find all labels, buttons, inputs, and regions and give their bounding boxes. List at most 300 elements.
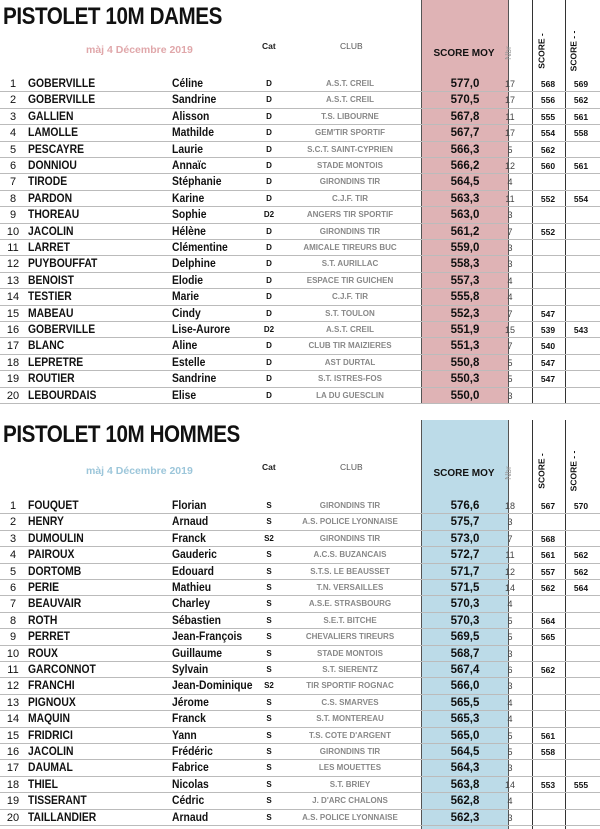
hommes-header-nbr: Nbr (502, 466, 513, 480)
last-name-cell: THIEL (28, 778, 58, 791)
average-score-cell: 565,3 (450, 713, 480, 726)
table-row (0, 793, 600, 809)
match-count-cell: 7 (507, 226, 513, 237)
table-row (0, 76, 600, 92)
average-score-cell: 566,2 (450, 160, 480, 172)
category-cell: S (266, 665, 272, 674)
club-cell: AMICALE TIREURS BUC (303, 243, 397, 252)
score-1-cell: 554 (540, 128, 556, 139)
rank-cell: 8 (9, 614, 17, 627)
table-row (0, 109, 600, 125)
hommes-header-score: SCORE MOY (433, 468, 495, 479)
average-score-cell: 558,3 (450, 258, 480, 271)
last-name-cell: PERIE (28, 582, 60, 594)
club-cell: C.S. SMARVES (321, 697, 379, 707)
average-score-cell: 572,7 (450, 549, 480, 562)
last-name-cell: GOBERVILLE (28, 324, 96, 336)
rank-cell: 8 (9, 192, 17, 205)
rank-cell: 1 (9, 78, 17, 90)
last-name-cell: DORTOMB (28, 565, 82, 578)
rank-cell: 6 (9, 160, 17, 172)
average-score-cell: 570,5 (450, 94, 480, 107)
score-2-cell: 562 (573, 550, 589, 561)
table-row (0, 613, 600, 629)
last-name-cell: BEAUVAIR (28, 598, 82, 611)
average-score-cell: 576,6 (450, 500, 480, 512)
first-name-cell: Mathilde (172, 127, 214, 140)
category-cell: S (266, 632, 272, 642)
match-count-cell: 3 (507, 681, 513, 692)
match-count-cell: 18 (504, 501, 515, 511)
category-cell: S (266, 566, 272, 576)
club-cell: GEM'TIR SPORTIF (315, 128, 385, 138)
first-name-cell: Aline (172, 340, 198, 353)
first-name-cell: Laurie (172, 143, 204, 156)
table-row (0, 191, 600, 207)
last-name-cell: PUYBOUFFAT (28, 258, 98, 271)
dames-header-score-1: SCORE - (536, 33, 547, 69)
rank-cell: 14 (6, 291, 20, 304)
club-cell: A.S.T. CREIL (325, 95, 374, 105)
rank-cell: 13 (6, 696, 20, 709)
table-row (0, 388, 600, 404)
first-name-cell: Marie (172, 291, 200, 304)
table-row (0, 92, 600, 108)
club-cell: S.T. SIERENTZ (322, 665, 378, 674)
average-score-cell: 567,4 (450, 664, 480, 676)
table-row (0, 711, 600, 727)
category-cell: D (266, 292, 272, 302)
match-count-cell: 14 (504, 583, 515, 593)
table-row (0, 777, 600, 793)
club-cell: CHEVALIERS TIREURS (305, 632, 395, 642)
rank-cell: 19 (6, 795, 20, 808)
table-row (0, 810, 600, 826)
first-name-cell: Edouard (172, 565, 214, 578)
last-name-cell: JACOLIN (28, 225, 74, 238)
score-1-cell: 561 (540, 550, 556, 561)
table-row (0, 629, 600, 645)
first-name-cell: Guillaume (172, 647, 223, 660)
club-cell: T.N. VERSAILLES (316, 583, 384, 592)
score-1-cell: 547 (540, 308, 556, 319)
average-score-cell: 564,5 (450, 746, 480, 758)
score-1-cell: 539 (540, 325, 556, 335)
score-2-cell: 555 (573, 779, 589, 790)
match-count-cell: 5 (507, 615, 513, 626)
rank-cell: 4 (9, 549, 17, 562)
table-row (0, 744, 600, 760)
last-name-cell: BLANC (28, 340, 65, 353)
last-name-cell: TISSERANT (28, 795, 87, 808)
match-count-cell: 4 (507, 697, 513, 708)
average-score-cell: 575,7 (450, 516, 480, 529)
category-cell: S (266, 648, 272, 658)
last-name-cell: HENRY (28, 516, 64, 529)
first-name-cell: Sandrine (172, 94, 217, 107)
first-name-cell: Jean-Dominique (172, 680, 253, 693)
table-row (0, 564, 600, 580)
match-count-cell: 4 (507, 714, 513, 725)
match-count-cell: 11 (505, 193, 515, 204)
category-cell: D (266, 144, 272, 154)
category-cell: D (266, 161, 272, 170)
rank-cell: 18 (6, 356, 20, 369)
club-cell: A.C.S. BUZANCAIS (313, 550, 387, 560)
score-1-cell: 555 (540, 111, 556, 122)
rank-cell: 3 (9, 532, 17, 545)
dames-date: màj 4 Décembre 2019 (86, 44, 193, 56)
average-score-cell: 550,8 (450, 356, 480, 369)
first-name-cell: Sylvain (172, 664, 209, 676)
table-row (0, 207, 600, 223)
category-cell: D (266, 341, 272, 351)
match-count-cell: 3 (507, 812, 513, 823)
match-count-cell: 4 (507, 796, 513, 807)
first-name-cell: Sophie (172, 209, 207, 222)
first-name-cell: Clémentine (172, 242, 228, 254)
table-row (0, 174, 600, 190)
last-name-cell: ROUTIER (28, 373, 75, 386)
category-cell: S (266, 730, 272, 740)
category-cell: S (266, 599, 272, 609)
hommes-header-score-2: SCORE - - (568, 450, 579, 492)
first-name-cell: Karine (172, 192, 205, 205)
dames-section (0, 0, 600, 408)
score-1-cell: 568 (540, 79, 556, 89)
average-score-cell: 557,3 (450, 274, 480, 287)
average-score-cell: 552,3 (450, 307, 480, 320)
table-row (0, 580, 600, 596)
score-1-cell: 540 (540, 341, 556, 352)
table-row (0, 695, 600, 711)
average-score-cell: 566,0 (450, 680, 480, 693)
average-score-cell: 555,8 (450, 291, 480, 304)
last-name-cell: GALLIEN (28, 110, 74, 123)
average-score-cell: 570,3 (450, 598, 480, 611)
score-1-cell: 547 (540, 374, 556, 385)
category-cell: D (266, 226, 272, 236)
score-1-cell: 567 (540, 501, 556, 511)
score-1-cell: 561 (540, 730, 556, 741)
score-1-cell: 560 (540, 161, 556, 171)
category-cell: D2 (263, 210, 275, 220)
average-score-cell: 570,3 (450, 614, 480, 627)
category-cell: S (266, 517, 272, 527)
last-name-cell: JACOLIN (28, 746, 74, 758)
club-cell: C.J.F. TIR (331, 193, 368, 203)
hommes-date: màj 4 Décembre 2019 (86, 465, 193, 477)
last-name-cell: DUMOULIN (28, 532, 84, 545)
table-row (0, 355, 600, 371)
category-cell: D (266, 128, 272, 138)
category-cell: D (266, 275, 272, 285)
table-row (0, 322, 600, 338)
category-cell: S (266, 697, 272, 707)
club-cell: GIRONDINS TIR (319, 533, 381, 543)
category-cell: D (266, 259, 272, 269)
average-score-cell: 550,3 (450, 373, 480, 386)
hommes-header-score-1: SCORE - (536, 453, 547, 489)
match-count-cell: 5 (507, 632, 513, 643)
match-count-cell: 6 (507, 665, 513, 675)
average-score-cell: 563,3 (450, 192, 480, 205)
category-cell: D (266, 243, 272, 252)
first-name-cell: Franck (172, 713, 206, 726)
table-row (0, 338, 600, 354)
last-name-cell: LAMOLLE (28, 127, 79, 140)
first-name-cell: Nicolas (172, 778, 209, 791)
first-name-cell: Arnaud (172, 811, 209, 824)
first-name-cell: Charley (172, 598, 210, 611)
match-count-cell: 7 (507, 308, 513, 319)
table-row (0, 531, 600, 547)
first-name-cell: Frédéric (172, 746, 213, 758)
club-cell: A.S.T. CREIL (325, 325, 374, 334)
last-name-cell: FRANCHI (28, 680, 75, 693)
score-1-cell: 557 (540, 566, 556, 577)
club-cell: LES MOUETTES (318, 763, 382, 773)
rank-cell: 11 (7, 242, 19, 254)
rank-cell: 10 (6, 647, 20, 660)
average-score-cell: 568,7 (450, 647, 480, 660)
category-cell: D (266, 79, 272, 88)
average-score-cell: 551,9 (450, 324, 480, 336)
last-name-cell: MAQUIN (28, 713, 70, 726)
match-count-cell: 5 (507, 747, 513, 757)
average-score-cell: 571,5 (450, 582, 480, 594)
club-cell: ANGERS TIR SPORTIF (306, 210, 394, 220)
first-name-cell: Gauderic (172, 549, 217, 562)
first-name-cell: Cindy (172, 307, 201, 320)
rank-cell: 2 (9, 516, 17, 529)
rank-cell: 12 (6, 680, 20, 693)
club-cell: S.T. MONTEREAU (316, 714, 384, 724)
rank-cell: 20 (6, 389, 20, 402)
match-count-cell: 5 (507, 374, 513, 385)
rank-cell: 4 (9, 127, 17, 140)
club-cell: GIRONDINS TIR (319, 747, 381, 756)
table-row (0, 256, 600, 272)
club-cell: ESPACE TIR GUICHEN (306, 275, 394, 285)
club-cell: J. D'ARC CHALONS (312, 796, 388, 806)
score-2-cell: 562 (573, 566, 589, 577)
average-score-cell: 565,0 (450, 729, 480, 742)
first-name-cell: Jérome (172, 696, 209, 709)
match-count-cell: 12 (504, 566, 515, 577)
average-score-cell: 566,3 (450, 143, 480, 156)
club-cell: S.E.T. BITCHE (323, 615, 377, 625)
category-cell: S (266, 714, 272, 724)
score-2-cell: 558 (573, 128, 589, 139)
average-score-cell: 571,7 (450, 565, 480, 578)
match-count-cell: 3 (507, 243, 513, 253)
last-name-cell: TIRODE (28, 176, 68, 189)
club-cell: GIRONDINS TIR (319, 177, 381, 187)
rank-cell: 14 (6, 713, 20, 726)
first-name-cell: Fabrice (172, 762, 209, 775)
match-count-cell: 3 (507, 763, 513, 774)
match-count-cell: 4 (507, 275, 513, 286)
club-cell: A.S.E. STRASBOURG (308, 599, 392, 609)
score-2-cell: 569 (573, 79, 589, 89)
first-name-cell: Delphine (172, 258, 216, 271)
club-cell: GIRONDINS TIR (319, 501, 381, 510)
score-1-cell: 558 (540, 747, 556, 757)
match-count-cell: 7 (507, 533, 513, 544)
club-cell: A.S.T. CREIL (325, 79, 374, 88)
hommes-header-cat: Cat (262, 462, 276, 472)
dames-header-nbr: Nbr (502, 46, 513, 60)
table-row (0, 514, 600, 530)
match-count-cell: 3 (507, 210, 513, 221)
match-count-cell: 4 (507, 292, 513, 303)
score-1-cell: 552 (540, 226, 556, 237)
last-name-cell: LARRET (28, 242, 70, 254)
last-name-cell: FOUQUET (28, 500, 79, 512)
score-1-cell: 552 (540, 193, 556, 204)
rank-cell: 7 (9, 176, 17, 189)
club-cell: T.S. LIBOURNE (321, 111, 379, 121)
average-score-cell: 573,0 (450, 532, 480, 545)
first-name-cell: Yann (172, 729, 197, 742)
match-count-cell: 17 (504, 79, 515, 89)
category-cell: D (266, 374, 272, 384)
average-score-cell: 577,0 (450, 78, 480, 90)
average-score-cell: 563,8 (450, 778, 480, 791)
first-name-cell: Florian (172, 500, 207, 512)
score-2-cell: 561 (573, 111, 589, 122)
club-cell: S.C.T. SAINT-CYPRIEN (307, 144, 393, 154)
table-row (0, 273, 600, 289)
rank-cell: 11 (7, 664, 19, 676)
table-row (0, 547, 600, 563)
dames-header-club: CLUB (340, 41, 363, 51)
first-name-cell: Annaïc (172, 160, 207, 172)
match-count-cell: 11 (505, 111, 515, 122)
first-name-cell: Lise-Aurore (172, 324, 231, 336)
match-count-cell: 17 (504, 95, 515, 106)
last-name-cell: PARDON (28, 192, 73, 205)
score-1-cell: 562 (540, 583, 556, 593)
score-1-cell: 565 (540, 632, 556, 643)
average-score-cell: 561,2 (450, 225, 480, 238)
club-cell: S.T. TOULON (325, 308, 375, 318)
table-row (0, 646, 600, 662)
first-name-cell: Alisson (172, 110, 210, 123)
table-row (0, 142, 600, 158)
rank-cell: 9 (9, 209, 17, 222)
hommes-title: PISTOLET 10M HOMMES (3, 421, 240, 448)
rank-cell: 7 (9, 598, 17, 611)
first-name-cell: Arnaud (172, 516, 209, 529)
match-count-cell: 3 (507, 648, 513, 659)
last-name-cell: PERRET (28, 631, 70, 644)
match-count-cell: 3 (507, 517, 513, 528)
club-cell: STADE MONTOIS (317, 161, 383, 170)
table-row (0, 760, 600, 776)
score-2-cell: 554 (573, 193, 589, 204)
score-1-cell: 568 (540, 533, 556, 544)
average-score-cell: 550,0 (450, 389, 480, 402)
rank-cell: 17 (6, 340, 20, 353)
category-cell: S (266, 812, 272, 822)
match-count-cell: 3 (507, 259, 513, 270)
club-cell: C.J.F. TIR (331, 292, 368, 302)
club-cell: S.T. ISTRES-FOS (317, 374, 382, 384)
table-row (0, 306, 600, 322)
average-score-cell: 562,3 (450, 811, 480, 824)
rank-cell: 18 (6, 778, 20, 791)
category-cell: S2 (264, 681, 274, 691)
match-count-cell: 12 (504, 161, 515, 171)
category-cell: S (266, 747, 272, 756)
category-cell: D (266, 95, 272, 105)
average-score-cell: 569,5 (450, 631, 480, 644)
last-name-cell: PESCAYRE (28, 143, 84, 156)
score-2-cell: 561 (573, 161, 589, 171)
last-name-cell: DONNIOU (28, 160, 77, 172)
dames-header-score: SCORE MOY (433, 48, 495, 59)
table-row (0, 289, 600, 305)
match-count-cell: 11 (505, 550, 515, 561)
category-cell: D2 (263, 325, 275, 334)
last-name-cell: BENOIST (28, 274, 75, 287)
club-cell: GIRONDINS TIR (319, 226, 381, 236)
average-score-cell: 562,8 (450, 795, 480, 808)
club-cell: CLUB TIR MAIZIERES (308, 341, 392, 351)
dames-header-score-2: SCORE - - (568, 30, 579, 72)
score-1-cell: 553 (540, 779, 556, 790)
average-score-cell: 551,3 (450, 340, 480, 353)
match-count-cell: 7 (507, 341, 513, 352)
rank-cell: 3 (9, 110, 17, 123)
rank-cell: 15 (6, 729, 20, 742)
score-2-cell: 543 (573, 325, 589, 335)
hommes-header-club: CLUB (340, 462, 363, 472)
score-2-cell: 570 (573, 501, 589, 511)
match-count-cell: 3 (507, 390, 513, 401)
club-cell: TIR SPORTIF ROGNAC (306, 681, 394, 691)
first-name-cell: Elodie (172, 274, 204, 287)
first-name-cell: Hélène (172, 225, 206, 238)
last-name-cell: GOBERVILLE (28, 94, 96, 107)
category-cell: D (266, 111, 272, 121)
first-name-cell: Estelle (172, 356, 206, 369)
category-cell: D (266, 193, 272, 203)
last-name-cell: ROUX (28, 647, 58, 660)
rank-cell: 1 (9, 500, 17, 512)
first-name-cell: Stéphanie (172, 176, 222, 189)
category-cell: D (266, 177, 272, 187)
rank-cell: 15 (6, 307, 20, 320)
match-count-cell: 5 (507, 357, 513, 368)
table-row (0, 371, 600, 387)
match-count-cell: 14 (504, 779, 515, 790)
rank-cell: 6 (9, 582, 17, 594)
category-cell: S2 (264, 533, 274, 543)
rank-cell: 12 (6, 258, 20, 271)
last-name-cell: PAIROUX (28, 549, 75, 562)
category-cell: S (266, 779, 272, 789)
club-cell: LA DU GUESCLIN (316, 390, 384, 400)
match-count-cell: 5 (507, 144, 513, 155)
category-cell: S (266, 501, 272, 510)
table-row (0, 125, 600, 141)
rank-cell: 5 (9, 565, 17, 578)
category-cell: D (266, 357, 272, 367)
last-name-cell: LEBOURDAIS (28, 389, 97, 402)
